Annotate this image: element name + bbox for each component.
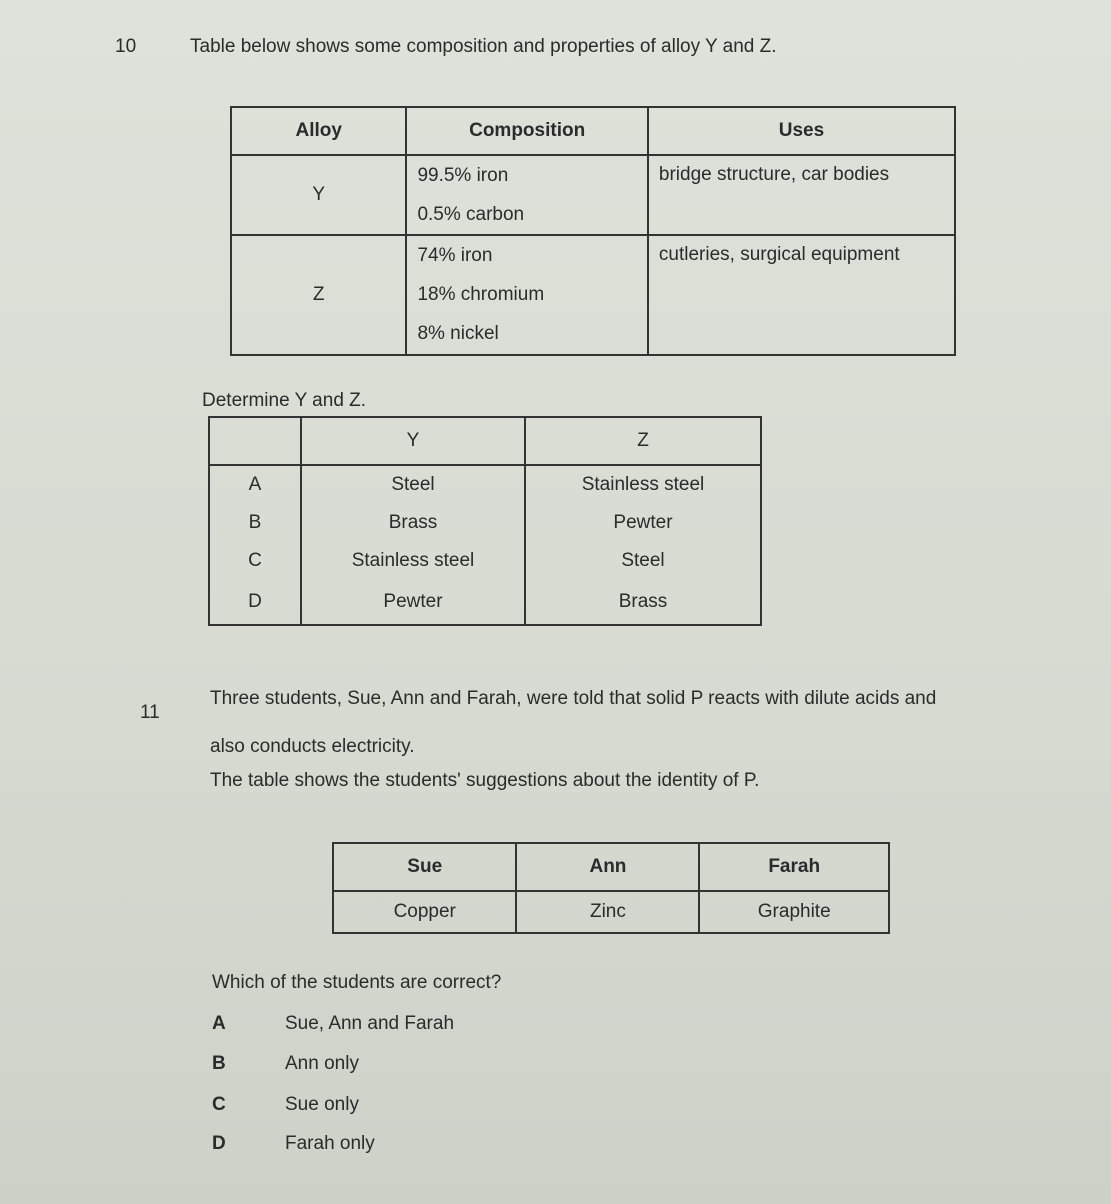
header-farah: Farah [699, 843, 889, 891]
alloy-y-uses: bridge structure, car bodies [648, 155, 955, 235]
alloy-y-cell: Y [231, 155, 406, 235]
alloy-z-cell: Z [231, 235, 406, 355]
option-d-text: Farah only [285, 1133, 375, 1154]
header-alloy: Alloy [231, 107, 406, 155]
farah-suggestion: Graphite [699, 891, 889, 933]
option-b-letter: B [212, 1053, 226, 1074]
option-letter: B [209, 504, 301, 542]
table-row [209, 504, 761, 542]
question-11-stem-line-1: Three students, Sue, Ann and Farah, were told that solid P reacts with dilute acids and [210, 688, 937, 709]
option-z: Brass [525, 580, 761, 625]
table-header-row [209, 417, 761, 465]
option-c-text: Sue only [285, 1094, 359, 1115]
question-10-prompt: Determine Y and Z. [202, 390, 367, 411]
header-blank [209, 417, 301, 465]
composition-line: 8% nickel [417, 323, 499, 345]
composition-line: 18% chromium [417, 283, 545, 305]
alloy-composition-table [230, 106, 956, 356]
option-a-letter: A [212, 1013, 226, 1034]
header-y: Y [301, 417, 525, 465]
question-11-prompt: Which of the students are correct? [212, 972, 502, 993]
option-z: Steel [525, 542, 761, 580]
question-11-stem-line-2: also conducts electricity. [210, 736, 415, 757]
alloy-z-composition [406, 235, 647, 355]
table-row [333, 891, 889, 933]
option-a-text: Sue, Ann and Farah [285, 1013, 455, 1034]
header-uses: Uses [648, 107, 955, 155]
question-10-stem: Table below shows some composition and properties of alloy Y and Z. [190, 36, 777, 57]
header-sue: Sue [333, 843, 516, 891]
table-row [231, 155, 955, 235]
option-y: Steel [301, 465, 525, 504]
table-header-row [333, 843, 889, 891]
table-row [209, 465, 761, 504]
answer-options-table [208, 416, 762, 626]
option-letter: D [209, 580, 301, 625]
option-letter: C [209, 542, 301, 580]
option-letter: A [209, 465, 301, 504]
composition-line: 0.5% carbon [417, 203, 525, 225]
table-row [209, 542, 761, 580]
table-row [209, 580, 761, 625]
option-z: Pewter [525, 504, 761, 542]
sue-suggestion: Copper [333, 891, 516, 933]
option-d-letter: D [212, 1133, 226, 1154]
student-suggestions-table [332, 842, 890, 934]
ann-suggestion: Zinc [516, 891, 699, 933]
option-c-letter: C [212, 1094, 226, 1115]
option-y: Pewter [301, 580, 525, 625]
table-header-row [231, 107, 955, 155]
composition-line: 74% iron [417, 244, 493, 266]
option-z: Stainless steel [525, 465, 761, 504]
alloy-y-composition [406, 155, 647, 235]
option-y: Brass [301, 504, 525, 542]
header-ann: Ann [516, 843, 699, 891]
header-composition: Composition [406, 107, 647, 155]
question-11-stem-line-3: The table shows the students' suggestions about the identity of P. [210, 770, 760, 791]
option-b-text: Ann only [285, 1053, 359, 1074]
composition-line: 99.5% iron [417, 164, 509, 186]
header-z: Z [525, 417, 761, 465]
table-row [231, 235, 955, 355]
alloy-z-uses: cutleries, surgical equipment [648, 235, 955, 355]
option-y: Stainless steel [301, 542, 525, 580]
question-11-number: 11 [140, 702, 160, 723]
question-10-number: 10 [115, 36, 137, 57]
